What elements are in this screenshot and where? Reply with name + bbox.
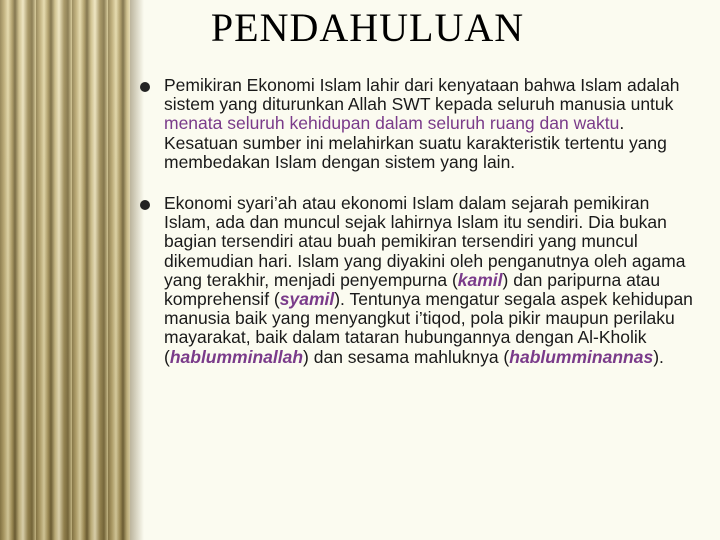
text-segment: ) dan paripurna atau komprehensif ( [164,269,661,310]
bullet-dot-icon [140,200,150,210]
bullet-text-2 [164,194,700,367]
text-segment: . Kesatuan sumber ini melahirkan suatu karakteristik tertentu yang membedakan Islam dengan sistem yang lain. [164,113,667,172]
term-kamil: kamil [457,269,503,290]
term-hablumminannas: hablumminannas [509,346,654,367]
highlight-phrase: menata seluruh kehidupan dalam seluruh ruang dan waktu [164,113,620,134]
term-syamil: syamil [279,289,335,310]
text-segment: Ekonomi syari’ah atau ekonomi Islam dalam sejarah pemikiran Islam, ada dan muncul sejak lahirnya Islam itu sendiri. Dia bukan bagian tersendiri atau buah pemikiran tersendiri yang muncul dikemudian hari. Islam yang diyakini oleh penganutnya oleh agama yang terakhir, menjadi penyempurna ( [164,193,686,290]
slide-title: PENDAHULUAN [210,5,525,50]
bullet-dot-icon [140,82,150,92]
text-segment: ) dan sesama mahluknya ( [303,346,510,367]
bullet-item-1 [140,76,700,172]
bullet-item-2 [140,194,700,367]
bullet-text-1 [164,76,700,172]
decorative-side-band [0,0,130,540]
term-hablumminallah: hablumminallah [169,346,304,367]
bullet-list [140,76,700,367]
text-segment: ). Tentunya mengatur segala aspek kehidupan manusia baik yang menyangkut i’tiqod, pola pikir maupun perilaku mayarakat, baik dalam tataran hubungannya dengan Al-Kholik ( [164,289,693,367]
text-segment: Pemikiran Ekonomi Islam lahir dari kenyataan bahwa Islam adalah sistem yang diturunkan Allah SWT kepada seluruh manusia untuk [164,75,680,115]
text-segment: ). [653,346,664,367]
